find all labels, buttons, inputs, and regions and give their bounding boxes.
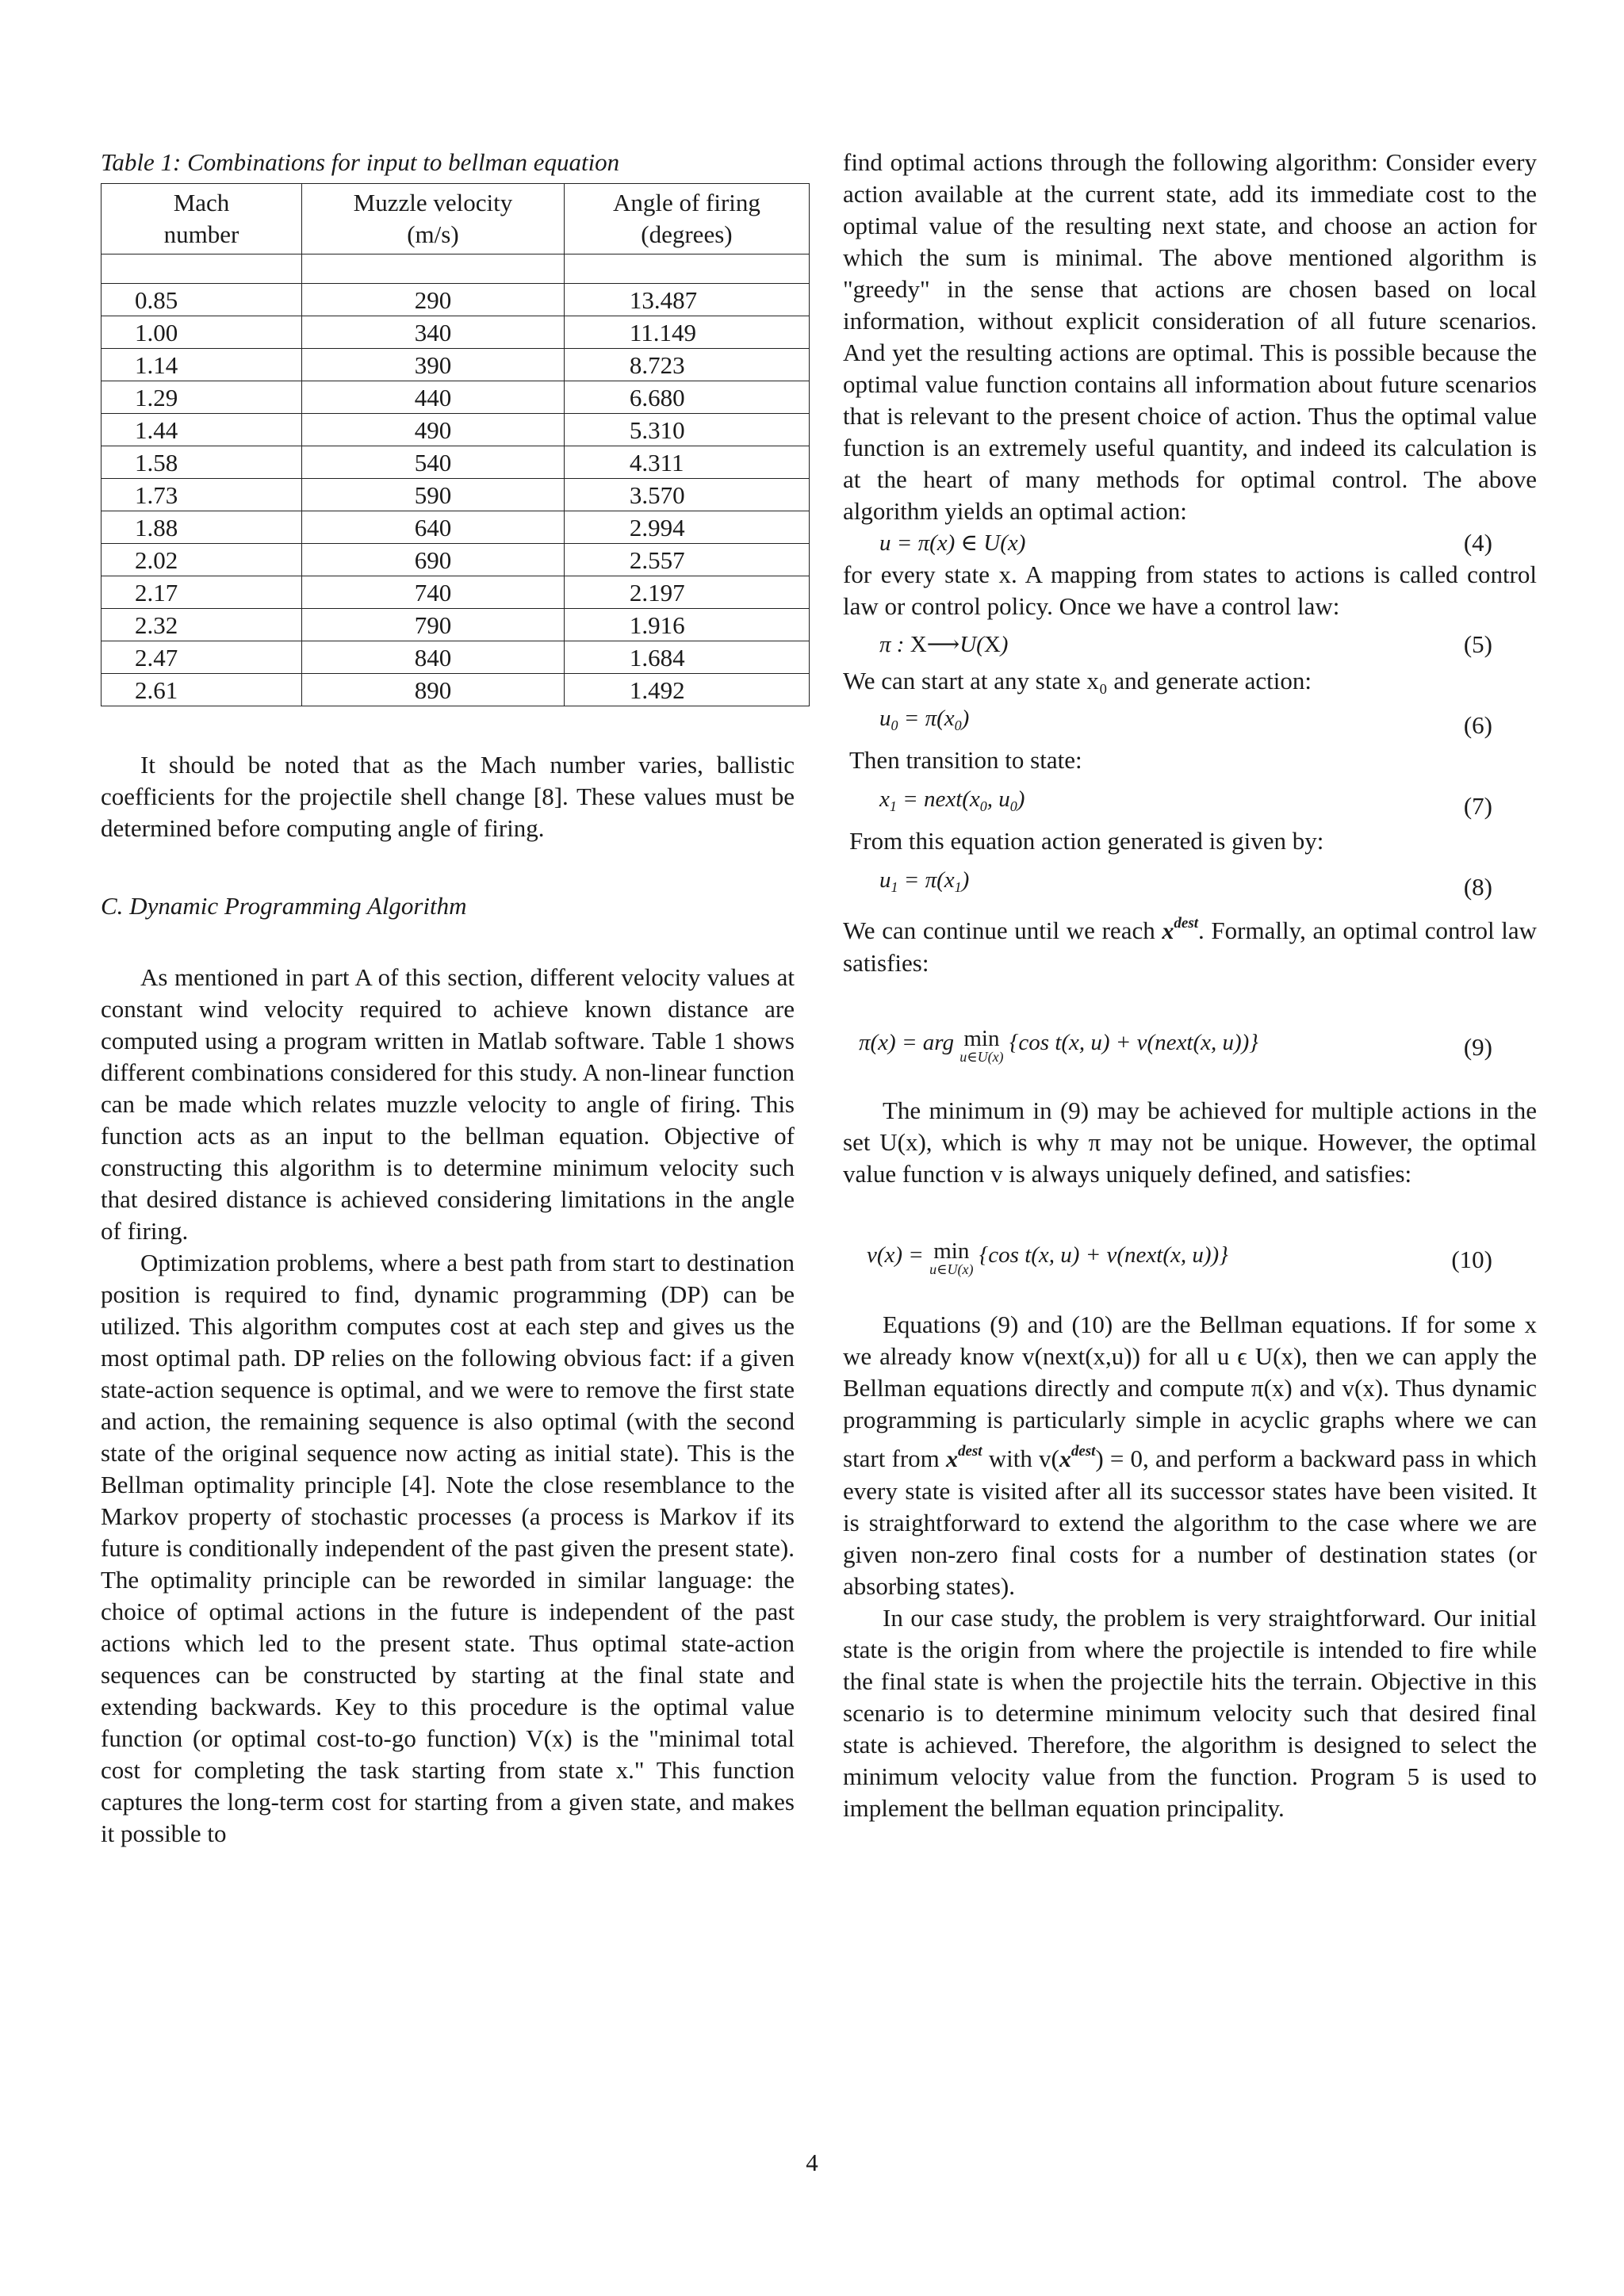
section-heading: C. Dynamic Programming Algorithm — [101, 892, 467, 920]
mach-cell: 2.32 — [102, 609, 302, 641]
equation-8 — [843, 857, 1537, 903]
angle-cell: 1.684 — [564, 641, 809, 674]
equation-6-number: (6) — [1463, 711, 1492, 739]
velocity-cell: 690 — [302, 544, 565, 576]
equation-10-number: (10) — [1451, 1246, 1492, 1273]
paragraph-mentioned: As mentioned in part A of this section, different velocity values at constant wind velocity required to achieve known distance are computed using a program written in Matlab software. Table 1 shows different combinations considered for this study. A non-linear function can be made which relates muzzle velocity to angle of firing. This function acts as an input to the bellman equation. Objective of constructing this algorithm is to determine minimum velocity such that desired distance is achieved considering limitations in the angle of firing. — [101, 963, 795, 1245]
paragraph-bellman-equations: Equations (9) and (10) are the Bellman equations. If for some x we already know v(next(x,u)) for all u ϵ U(x), then we can apply the Bellman equations directly and compute π(x) and v(x). Thus dynamic programming is particularly simple in acyclic graphs where we can start from $x^{dest}$ with $v(x^{dest}) = 0$, and perform a backward pass in which every state is visited after all its successor states have been visited. It is straightforward to extend the algorithm to the case where we are given non-zero final costs for a number of destination states (or absorbing states). — [843, 1311, 1537, 1600]
table-row — [102, 316, 810, 349]
angle-cell: 4.311 — [564, 446, 809, 479]
angle-cell: 1.492 — [564, 674, 809, 706]
velocity-cell: 890 — [302, 674, 565, 706]
x-dest-symbol: $x^{dest}$ — [1162, 915, 1198, 944]
paragraph-start: We can start at any state x₀ and generate action: — [843, 667, 1312, 695]
right-column — [843, 147, 1537, 1824]
equation-10 — [843, 1209, 1537, 1276]
table-row — [102, 284, 810, 316]
angle-cell: 3.570 — [564, 479, 809, 511]
table-row — [102, 446, 810, 479]
angle-cell: 11.149 — [564, 316, 809, 349]
equation-10-expression: v(x) = min u∈U(x) {cos t(x, u) + v(next(x, u))} — [867, 1238, 1228, 1277]
table-row — [102, 674, 810, 706]
paragraph-optimization: Optimization problems, where a best path from start to destination position is required to find, dynamic programming (DP) can be utilized. This algorithm computes cost at each step and gives us the most optimal path. DP relies on the following obvious fact: if a given state-action sequence is optimal, and we were to remove the first state and action, the remaining sequence is also optimal (with the second state of the original sequence now acting as initial state). This is the Bellman optimality principle [4]. Note the close resemblance to the Markov property of stochastic processes (a process is Markov if its future is conditionally independent of the past given the present state). The optimality principle can be reworded in similar language: the choice of optimal actions in the future is independent of the past actions which led to the present state. Thus optimal state-action sequences can be constructed by starting at the final state and extending backwards. Key to this procedure is the optimal value function (or optimal cost-to-go function) V(x) is the "minimal total cost for completing the task starting from state x." This function captures the long-term cost for starting from a given state, and makes it possible to — [101, 1249, 795, 1847]
mach-cell: 2.61 — [102, 674, 302, 706]
equation-4-expression: u = π(x) ∈ U(x) — [879, 530, 1026, 556]
equation-8-number: (8) — [1463, 873, 1492, 901]
table-header-row — [102, 184, 810, 254]
angle-cell: 6.680 — [564, 381, 809, 414]
table-row — [102, 641, 810, 674]
paragraph-continue: We can continue until we reach $x^{dest}$. Formally, an optimal control law satisfies: — [843, 915, 1538, 977]
combinations-table — [101, 183, 810, 706]
equation-5 — [843, 622, 1537, 660]
equation-7-expression: $x_1$ = $next(x_0$, $u_0$) — [879, 786, 1025, 814]
velocity-cell: 640 — [302, 511, 565, 544]
table-row — [102, 414, 810, 446]
mach-cell: 1.73 — [102, 479, 302, 511]
angle-cell: 2.994 — [564, 511, 809, 544]
equation-6-expression: $u_0 = \pi(x_0)$ — [879, 706, 970, 733]
angle-cell: 2.197 — [564, 576, 809, 609]
header-mach: Mach number — [102, 184, 302, 254]
equation-9-number: (9) — [1463, 1033, 1492, 1061]
equation-6 — [843, 697, 1537, 741]
mach-cell: 1.29 — [102, 381, 302, 414]
angle-cell: 1.916 — [564, 609, 809, 641]
velocity-cell: 590 — [302, 479, 565, 511]
velocity-cell: 790 — [302, 609, 565, 641]
equation-7-number: (7) — [1463, 792, 1492, 820]
equation-9-expression: π(x) = arg min u∈U(x) {cos t(x, u) + v(next(x, u))} — [859, 1026, 1258, 1065]
velocity-cell: 840 — [302, 641, 565, 674]
table-row — [102, 576, 810, 609]
mach-cell: 2.47 — [102, 641, 302, 674]
paragraph-ballistic: It should be noted that as the Mach number varies, ballistic coefficients for the projectile shell change [8]. These values must be determined before computing angle of firing. — [101, 751, 795, 842]
table-row — [102, 349, 810, 381]
x-dest-symbol-3: $x^{dest}$ — [1059, 1443, 1096, 1472]
mach-cell: 1.88 — [102, 511, 302, 544]
page-number: 4 — [806, 2149, 818, 2176]
paragraph-case-study: In our case study, the problem is very straightforward. Our initial state is the origin from where the projectile is intended to fire while the final state is when the projectile hits the terrain. Objective in this scenario is to determine minimum velocity such that desired final state is achieved. Therefore, the algorithm is designed to select the minimum velocity value from the function. Program 5 is used to implement the bellman equation principality. — [843, 1604, 1537, 1822]
mach-cell: 2.17 — [102, 576, 302, 609]
mach-cell: 1.58 — [102, 446, 302, 479]
velocity-cell: 540 — [302, 446, 565, 479]
paragraph-find: find optimal actions through the following algorithm: Consider every action available at the current state, add its immediate cost to the optimal value of the resulting next state, and choose an action for which the sum is minimal. The above mentioned algorithm is "greedy" in the sense that actions are chosen based on local information, without explicit consideration of all future scenarios. And yet the resulting actions are optimal. This is possible because the optimal value function contains all information about future scenarios that is relevant to the present choice of action. Thus the optimal value function is an extremely useful quantity, and indeed its calculation is at the heart of many methods for optimal control. The above algorithm yields an optimal action: — [843, 148, 1537, 525]
table-row — [102, 609, 810, 641]
paragraph-transition: Then transition to state: — [849, 746, 1082, 774]
angle-cell: 5.310 — [564, 414, 809, 446]
equation-5-expression: π : X⟶U(X) — [879, 632, 1009, 657]
velocity-cell: 440 — [302, 381, 565, 414]
angle-cell: 13.487 — [564, 284, 809, 316]
equation-7 — [843, 776, 1537, 822]
angle-cell: 8.723 — [564, 349, 809, 381]
equation-4 — [843, 527, 1537, 559]
equation-5-number: (5) — [1463, 630, 1492, 658]
header-angle-of-firing: Angle of firing (degrees) — [564, 184, 809, 254]
paragraph-minimum: The minimum in (9) may be achieved for multiple actions in the set U(x), which is why π may not be unique. However, the optimal value function v is always uniquely defined, and satisfies: — [843, 1096, 1537, 1188]
paragraph-mapping: for every state x. A mapping from states to actions is called control law or control policy. Once we have a control law: — [843, 561, 1537, 620]
mach-cell: 1.14 — [102, 349, 302, 381]
paragraph-from: From this equation action generated is given by: — [849, 827, 1324, 855]
mach-cell: 1.00 — [102, 316, 302, 349]
x-dest-symbol-2: $x^{dest}$ — [945, 1443, 982, 1472]
left-column — [101, 147, 795, 1850]
table-row — [102, 544, 810, 576]
table-row — [102, 479, 810, 511]
angle-cell: 2.557 — [564, 544, 809, 576]
velocity-cell: 490 — [302, 414, 565, 446]
velocity-cell: 390 — [302, 349, 565, 381]
table-blank-row — [102, 254, 810, 284]
mach-cell: 0.85 — [102, 284, 302, 316]
velocity-cell: 740 — [302, 576, 565, 609]
table-row — [102, 511, 810, 544]
velocity-cell: 290 — [302, 284, 565, 316]
equation-4-number: (4) — [1463, 529, 1492, 557]
velocity-cell: 340 — [302, 316, 565, 349]
equation-9 — [843, 997, 1537, 1063]
equation-8-expression: $u_1 = \pi(x_1)$ — [879, 867, 970, 895]
table-caption: Table 1: Combinations for input to bellman equation — [101, 148, 620, 176]
header-muzzle-velocity: Muzzle velocity (m/s) — [302, 184, 565, 254]
table-row — [102, 381, 810, 414]
mach-cell: 1.44 — [102, 414, 302, 446]
mach-cell: 2.02 — [102, 544, 302, 576]
